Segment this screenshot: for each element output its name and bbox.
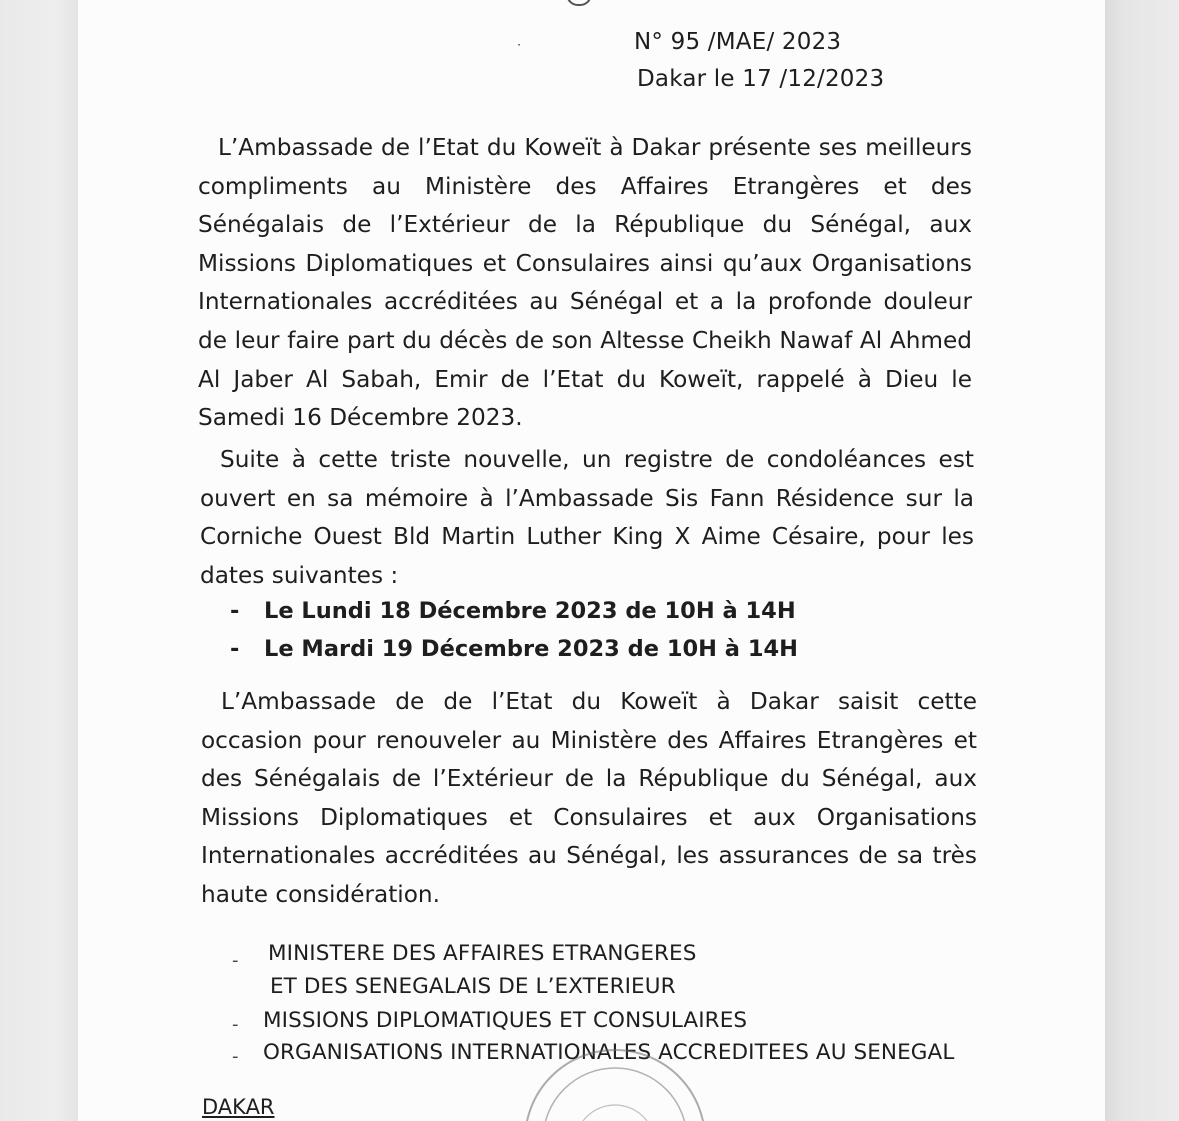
recipient-diplomatic-missions: MISSIONS DIPLOMATIQUES ET CONSULAIRES	[263, 1008, 748, 1033]
embassy-seal-icon	[505, 1045, 725, 1121]
date-item-1	[230, 598, 796, 624]
paragraph-closing: L’Ambassade de de l’Etat du Koweït à Dakar saisit cette occasion pour renouveler au Ministère des Affaires Etrangères et des Sénégalais de l’Extérieur de la République du Sénégal, aux Missions Diplomatiques et Consulaires et aux Organisations Internationales accréditées au Sénégal, les assurances de sa très haute considération.	[201, 688, 977, 908]
list-dash: -	[230, 636, 240, 662]
recipient-ministry-line2: ET DES SENEGALAIS DE L’EXTERIEUR	[270, 974, 676, 999]
city-signature: DAKAR	[202, 1095, 275, 1119]
ink-mark: ᐧ	[517, 38, 521, 54]
scan-edge-left	[0, 0, 78, 1121]
recipient-international-organisations: ORGANISATIONS INTERNATIONALES ACCREDITEES AU SENEGAL	[263, 1040, 955, 1065]
date-item-2	[230, 636, 798, 662]
paragraph-announcement: L’Ambassade de l’Etat du Koweït à Dakar présente ses meilleurs compliments au Ministère des Affaires Etrangères et des Sénégalais de l’Extérieur de la République du Sénégal, aux Missions Diplomatiques et Consulaires ainsi qu’aux Organisations Internationales accréditées au Sénégal et a la profonde douleur de leur faire part du décès de son Altesse Cheikh Nawaf Al Ahmed Al Jaber Al Sabah, Emir de l’Etat du Koweït, rappelé à Dieu le Samedi 16 Décembre 2023.	[198, 134, 972, 432]
recipient-ministry-line1: MINISTERE DES AFFAIRES ETRANGERES	[268, 941, 697, 966]
list-dash: -	[230, 598, 240, 624]
list-dash: -	[232, 950, 239, 971]
list-dash: -	[232, 1014, 239, 1035]
list-dash: -	[232, 1046, 239, 1067]
date-item-text: Le Mardi 19 Décembre 2023 de 10H à 14H	[264, 636, 798, 662]
reference-number: N° 95 /MAE/ 2023	[634, 29, 842, 55]
date-item-text: Le Lundi 18 Décembre 2023 de 10H à 14H	[264, 598, 796, 624]
scan-edge-right	[1105, 0, 1179, 1121]
paragraph-condolence-register: Suite à cette triste nouvelle, un registre de condoléances est ouvert en sa mémoire à l’Ambassade Sis Fann Résidence sur la Corniche Ouest Bld Martin Luther King X Aime Césaire, pour les dates suivantes :	[200, 446, 974, 589]
place-and-date: Dakar le 17 /12/2023	[637, 66, 885, 92]
